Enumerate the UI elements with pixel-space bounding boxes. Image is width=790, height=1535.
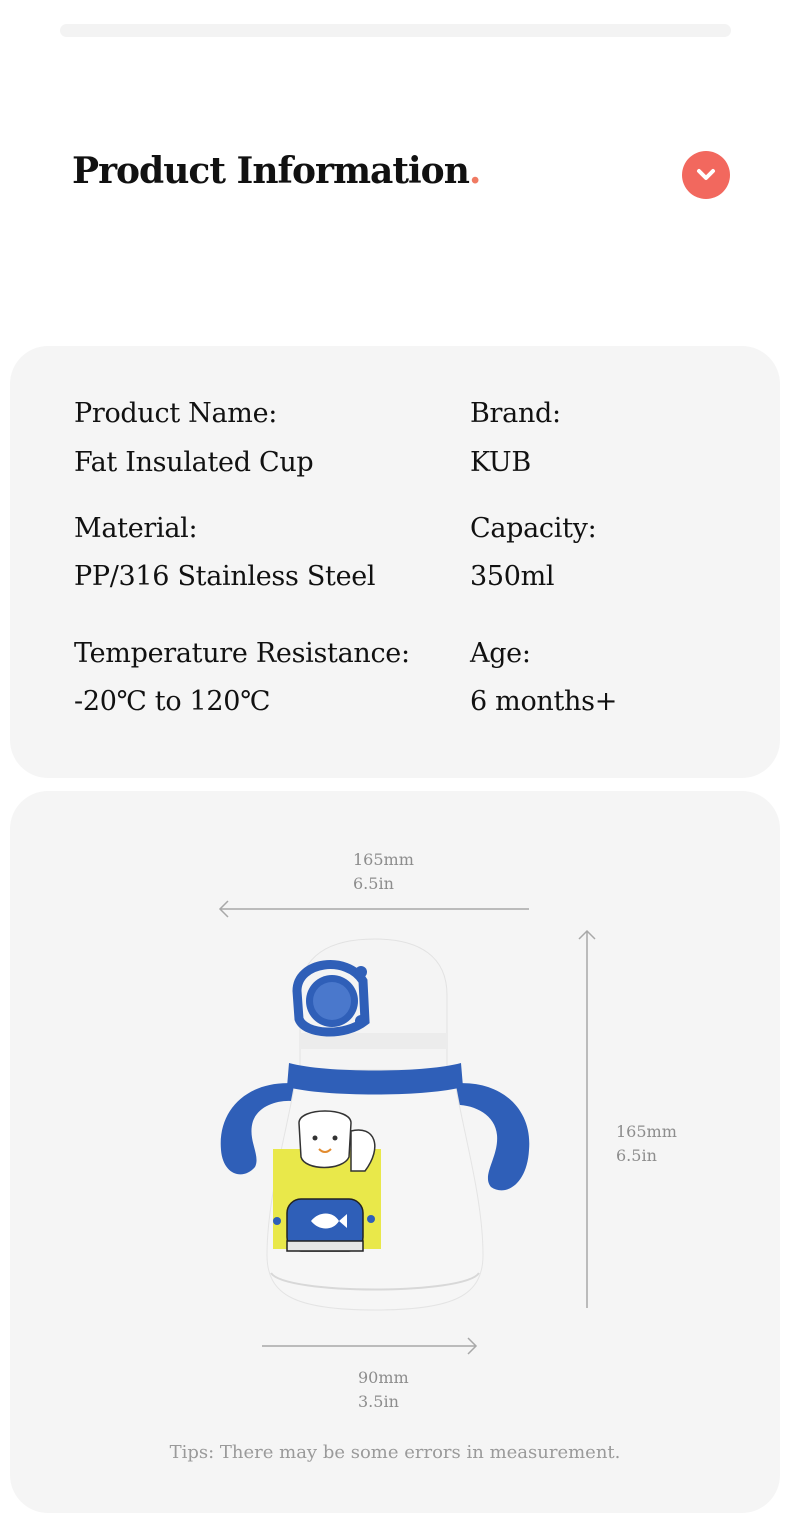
material-label: Material: (74, 513, 198, 544)
height-arrow (575, 925, 599, 1310)
sticker-cat (299, 1111, 351, 1168)
top-width-label (353, 848, 414, 896)
capacity-value: 350ml (470, 561, 555, 592)
title-accent-dot: . (468, 150, 481, 192)
top-width-in: 6.5in (353, 874, 394, 893)
collapse-toggle-button[interactable] (682, 151, 730, 199)
page-title-text: Product Information (72, 150, 469, 192)
height-mm: 165mm (616, 1122, 677, 1141)
product-cup-image (215, 935, 535, 1315)
temperature-label: Temperature Resistance: (74, 638, 410, 669)
bottom-width-label (358, 1366, 409, 1414)
height-label (616, 1120, 677, 1168)
material-value: PP/316 Stainless Steel (74, 561, 376, 592)
bottom-width-in: 3.5in (358, 1392, 399, 1411)
brand-label: Brand: (470, 398, 561, 429)
age-label: Age: (470, 638, 531, 669)
height-in: 6.5in (616, 1146, 657, 1165)
top-divider-bar (60, 24, 731, 37)
bottom-width-arrow (260, 1334, 482, 1358)
brand-value: KUB (470, 447, 531, 478)
capacity-label: Capacity: (470, 513, 597, 544)
temperature-value: -20℃ to 120℃ (74, 686, 271, 717)
page-title (72, 150, 480, 192)
chevron-down-icon (696, 168, 716, 182)
top-width-arrow (214, 897, 534, 921)
measurement-tips: Tips: There may be some errors in measurement. (169, 1442, 621, 1463)
age-value: 6 months+ (470, 686, 618, 717)
top-width-mm: 165mm (353, 850, 414, 869)
bottom-width-mm: 90mm (358, 1368, 409, 1387)
product-name-value: Fat Insulated Cup (74, 447, 314, 478)
product-name-label: Product Name: (74, 398, 278, 429)
